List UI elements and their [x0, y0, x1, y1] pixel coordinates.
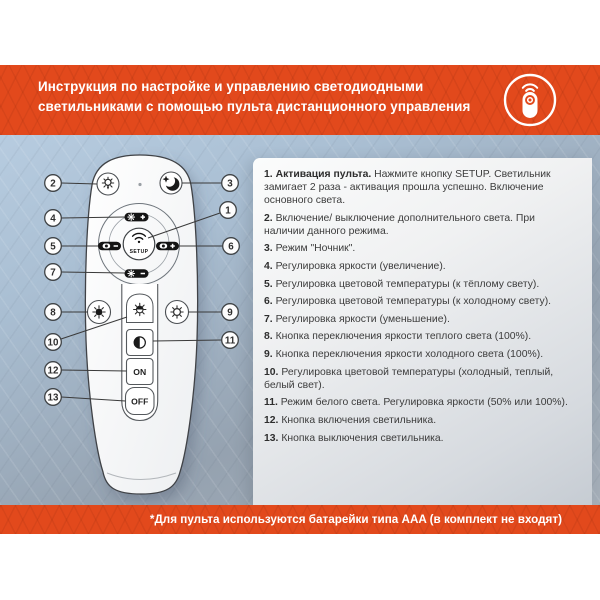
- remote-control-icon: [500, 70, 560, 130]
- instruction-item-2: 2. Включение/ выключение дополнительного света. При наличии данного режима.: [264, 212, 535, 237]
- sun-half-icon: [134, 303, 146, 315]
- warm-100-button: [88, 301, 111, 324]
- callout-12: [45, 362, 62, 379]
- svg-text:12: 12: [47, 365, 59, 377]
- callout-10: [45, 334, 62, 351]
- callout-11: [222, 332, 239, 349]
- instruction-item-13: 13. Кнопка выключения светильника.: [264, 432, 444, 444]
- color-temp-warm-button: [98, 242, 121, 251]
- instruction-item-11: 11. Режим белого света. Регулировка яркости (50% или 100%).: [264, 397, 568, 409]
- svg-text:9: 9: [227, 307, 233, 319]
- off-button: [126, 388, 155, 415]
- callout-2: [45, 175, 62, 192]
- callout-5: [45, 238, 62, 255]
- callout-13: [45, 389, 62, 406]
- svg-text:2: 2: [50, 178, 56, 190]
- remote-diagram: [0, 135, 600, 505]
- callout-7: [45, 264, 62, 281]
- brightness-up-button: [125, 213, 149, 222]
- svg-text:13: 13: [47, 392, 59, 404]
- instruction-item-8: 8. Кнопка переключения яркости теплого света (100%).: [264, 331, 532, 343]
- instruction-item-5: 5. Регулировка цветовой температуры (к тёплому свету).: [264, 278, 540, 290]
- on-label: ON: [133, 366, 147, 377]
- callout-8: [45, 304, 62, 321]
- callout-6: [223, 238, 240, 255]
- instruction-item-7: 7. Регулировка яркости (уменьшение).: [264, 313, 450, 325]
- page-title-line2: светильниками с помощью пульта дистанционного управления: [38, 98, 471, 114]
- setup-button: [123, 228, 155, 260]
- svg-text:1: 1: [225, 205, 231, 217]
- svg-text:5: 5: [50, 241, 56, 253]
- svg-text:11: 11: [224, 335, 236, 347]
- sun-filled-icon: [93, 306, 105, 318]
- svg-text:8: 8: [50, 307, 56, 319]
- instruction-item-4: 4. Регулировка яркости (увеличение).: [264, 261, 446, 273]
- instruction-item-6: 6. Регулировка цветовой температуры (к холодному свету).: [264, 296, 552, 308]
- header-band: [0, 65, 600, 135]
- mixed-light-button: [127, 294, 154, 323]
- on-button: [127, 359, 154, 385]
- page-title-line1: Инструкция по настройке и управлению светодиодными: [38, 79, 424, 94]
- contrast-icon: [134, 337, 145, 348]
- instruction-item-1: 1. Активация пульта. Нажмите кнопку SETUP. Светильник замигает 2 раза - активация прошла успешно. Включение основного света.: [264, 169, 551, 207]
- off-label: OFF: [131, 396, 149, 407]
- main-light-button: [97, 173, 119, 195]
- setup-label: SETUP: [129, 248, 149, 255]
- callout-3: [222, 175, 239, 192]
- night-mode-button: [160, 172, 182, 194]
- page-title: [38, 77, 470, 116]
- ir-led-dot: [138, 183, 141, 186]
- callout-9: [222, 304, 239, 321]
- content-area: [0, 135, 600, 505]
- instruction-item-9: 9. Кнопка переключения яркости холодного света (100%).: [264, 349, 544, 361]
- footer-band: [0, 505, 600, 534]
- white-light-mode-button: [127, 330, 154, 356]
- svg-text:10: 10: [47, 337, 59, 349]
- callout-4: [45, 210, 62, 227]
- svg-text:4: 4: [50, 213, 56, 225]
- color-temp-cold-button: [156, 242, 179, 251]
- battery-note: *Для пульта используются батарейки типа AAA (в комплект не входят): [149, 513, 562, 526]
- instruction-item-12: 12. Кнопка включения светильника.: [264, 414, 437, 426]
- instruction-item-10: 10. Регулировка цветовой температуры (холодный, теплый, белый свет).: [264, 366, 554, 391]
- instruction-item-3: 3. Режим "Ночник".: [264, 243, 356, 255]
- callout-1: [220, 202, 237, 219]
- svg-text:6: 6: [228, 241, 234, 253]
- brightness-down-button: [125, 269, 149, 278]
- svg-text:7: 7: [50, 267, 56, 279]
- cold-100-button: [166, 301, 189, 324]
- svg-text:3: 3: [227, 178, 233, 190]
